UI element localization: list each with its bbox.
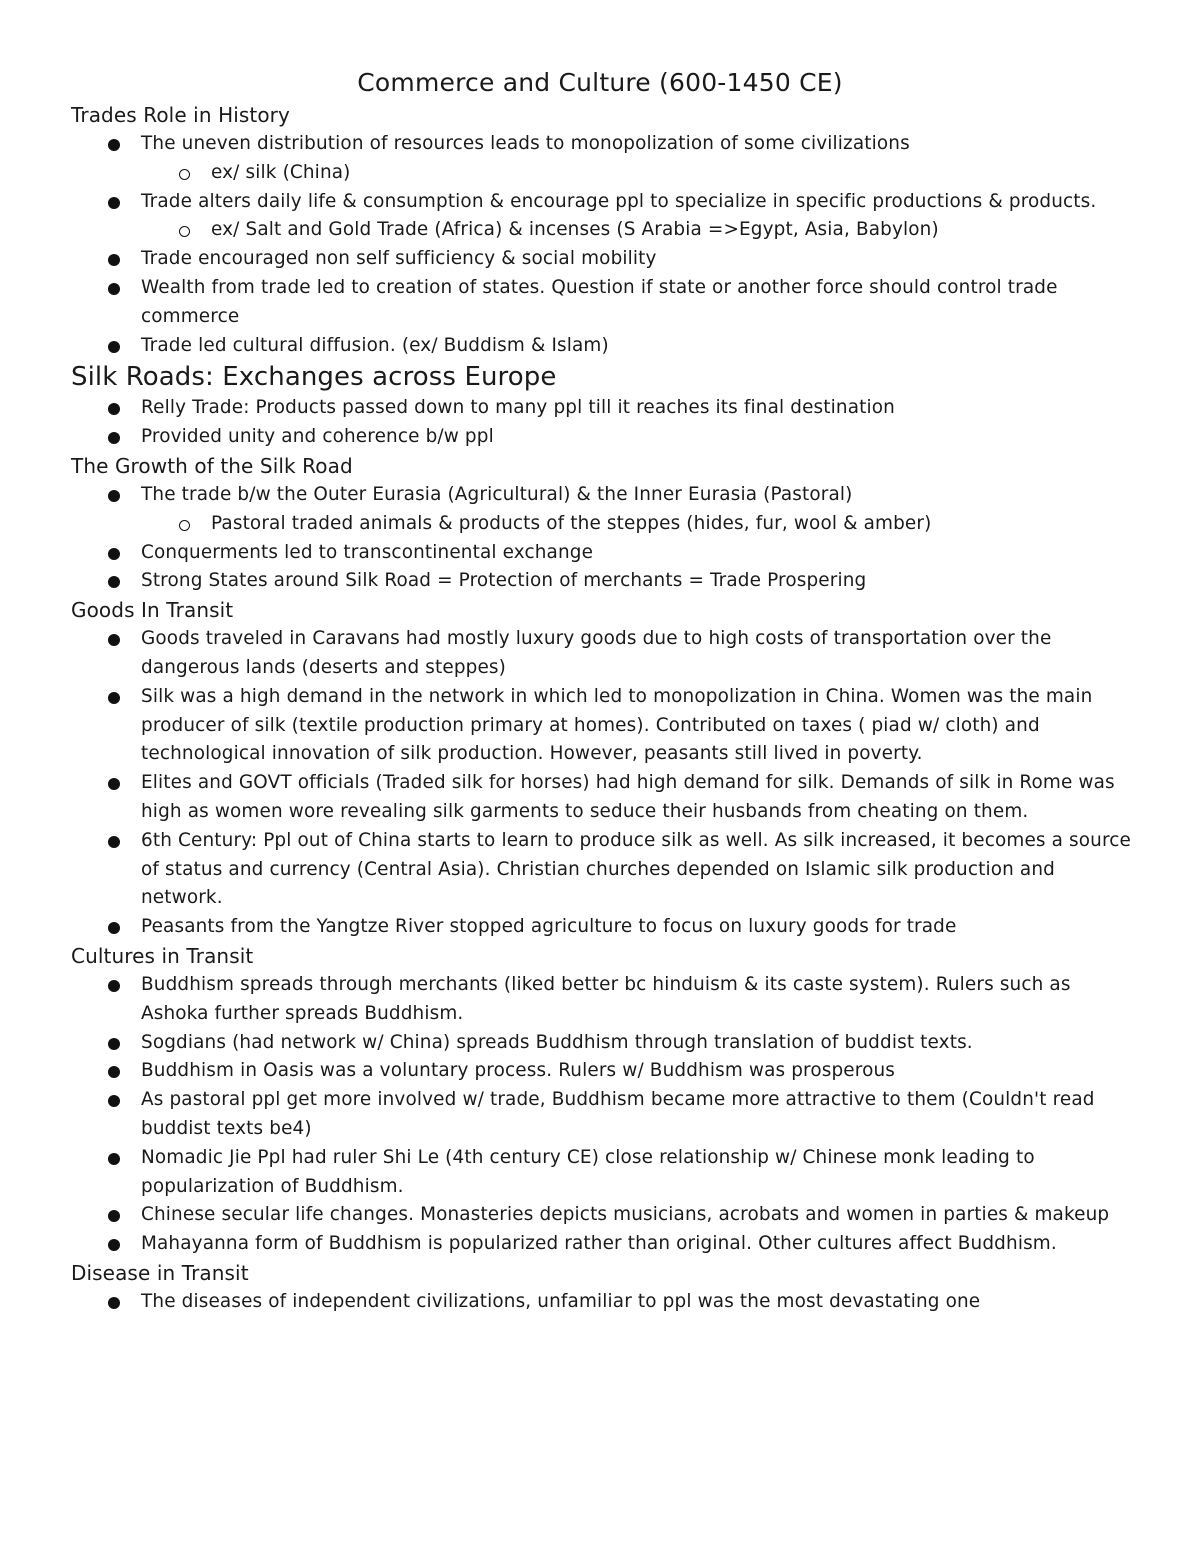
bullet-icon [108, 980, 120, 992]
list-item-text: Goods traveled in Caravans had mostly luxury goods due to high costs of transportation over the dangerous lands (deserts and steppes) [141, 628, 1052, 678]
list-item-text: Mahayanna form of Buddhism is popularized rather than original. Other cultures affect Buddhism. [141, 1233, 1057, 1255]
list-item [0, 1144, 1200, 1202]
list-item-text: Provided unity and coherence b/w ppl [141, 426, 494, 448]
document-title: Commerce and Culture (600-1450 CE) [357, 68, 843, 97]
bullet-icon [108, 634, 120, 646]
list-item [0, 1086, 1200, 1144]
bullet-icon [108, 490, 120, 502]
list-item-text: Chinese secular life changes. Monasteries depicts musicians, acrobats and women in parties & makeup [141, 1204, 1110, 1226]
list-item [0, 827, 1200, 913]
bullet-list [0, 971, 1200, 1259]
list-item-text: The diseases of independent civilizations, unfamiliar to ppl was the most devastating one [141, 1290, 981, 1312]
list-item-text: Trade encouraged non self sufficiency & social mobility [141, 248, 657, 270]
bullet-list [0, 1288, 1200, 1317]
bullet-list [0, 625, 1200, 942]
list-item [0, 394, 1200, 423]
bullet-icon [108, 197, 120, 209]
sub-list-container [0, 510, 1200, 539]
sub-list-item-text: Pastoral traded animals & products of the steppes (hides, fur, wool & amber) [211, 512, 932, 534]
list-item-text: Sogdians (had network w/ China) spreads Buddhism through translation of buddist texts. [141, 1031, 973, 1053]
list-item [0, 481, 1200, 510]
sub-bullet-list [141, 216, 1140, 245]
section-heading: Trades Role in History [71, 103, 290, 127]
list-item [0, 1288, 1200, 1317]
list-item [0, 913, 1200, 942]
list-item [0, 188, 1200, 217]
bullet-icon [108, 432, 120, 444]
bullet-icon [108, 1066, 120, 1078]
list-item [0, 625, 1200, 683]
document-body [0, 101, 1200, 1317]
sub-list-item [141, 510, 1140, 539]
list-item-text: The trade b/w the Outer Eurasia (Agricultural) & the Inner Eurasia (Pastoral) [141, 483, 853, 505]
list-item [0, 332, 1200, 361]
list-item [0, 769, 1200, 827]
section-heading: Cultures in Transit [71, 943, 254, 968]
list-item-text: Silk was a high demand in the network in which led to monopolization in China. Women was the main producer of silk (textile production primary at homes). Contributed on taxes ( piad w/ cloth) and technological innovation of silk production. However, peasants still lived in poverty. [141, 685, 1093, 765]
list-item-text: Buddhism in Oasis was a voluntary process. Rulers w/ Buddhism was prosperous [141, 1060, 896, 1082]
bullet-icon [108, 836, 120, 848]
list-item [0, 1230, 1200, 1259]
section-heading: Disease in Transit [71, 1260, 249, 1285]
bullet-icon [108, 1038, 120, 1050]
list-item [0, 567, 1200, 596]
bullet-icon [108, 283, 120, 295]
list-item-text: As pastoral ppl get more involved w/ trade, Buddhism became more attractive to them (Couldn't read buddist texts be4) [141, 1089, 1095, 1139]
list-item-text: Trade alters daily life & consumption & encourage ppl to specialize in specific productions & products. [141, 190, 1097, 212]
list-item [0, 683, 1200, 769]
bullet-icon [108, 341, 120, 353]
bullet-icon [108, 1297, 120, 1309]
list-item [0, 423, 1200, 452]
bullet-icon [108, 1210, 120, 1222]
list-item-text: Wealth from trade led to creation of states. Question if state or another force should control trade commerce [141, 276, 1058, 327]
list-item-text: Relly Trade: Products passed down to many ppl till it reaches its final destination [141, 397, 895, 419]
list-item-text: Strong States around Silk Road = Protection of merchants = Trade Prospering [141, 570, 867, 592]
bullet-list [0, 130, 1200, 360]
list-item-text: Nomadic Jie Ppl had ruler Shi Le (4th century CE) close relationship w/ Chinese monk leading to popularization of Buddhism. [141, 1146, 1035, 1197]
list-item [0, 1057, 1200, 1086]
list-item [0, 539, 1200, 568]
list-item [0, 274, 1200, 332]
hollow-bullet-icon [179, 226, 190, 237]
list-item-text: Elites and GOVT officials (Traded silk for horses) had high demand for silk. Demands of silk in Rome was high as women wore revealing silk garments to seduce their husbands from cheating on them. [141, 772, 1115, 822]
bullet-list [0, 481, 1200, 596]
list-item-text: The uneven distribution of resources leads to monopolization of some civilizations [141, 133, 910, 154]
bullet-icon [108, 922, 120, 934]
sub-bullet-list [141, 510, 1140, 539]
list-item [0, 130, 1200, 159]
list-item-text: Trade led cultural diffusion. (ex/ Buddism & Islam) [141, 334, 609, 356]
list-item-text: Peasants from the Yangtze River stopped agriculture to focus on luxury goods for trade [141, 916, 957, 938]
list-item [0, 1201, 1200, 1230]
bullet-icon [108, 576, 120, 588]
sub-list-item-text: ex/ silk (China) [211, 161, 351, 183]
bullet-icon [108, 254, 120, 266]
sub-list-item [141, 216, 1140, 245]
list-item-text: Conquerments led to transcontinental exchange [141, 541, 594, 563]
bullet-icon [108, 548, 120, 560]
section-heading: The Growth of the Silk Road [71, 453, 353, 478]
bullet-icon [108, 778, 120, 790]
section-heading: Goods In Transit [71, 598, 234, 623]
sub-list-container [0, 159, 1200, 188]
bullet-icon [108, 403, 120, 415]
list-item-text: 6th Century: Ppl out of China starts to learn to produce silk as well. As silk increased, it becomes a source of status and currency (Central Asia). Christian churches depended on Islamic silk production and network. [141, 829, 1132, 909]
sub-list-item [141, 159, 1140, 188]
section-heading: Silk Roads: Exchanges across Europe [71, 362, 557, 393]
list-item [0, 1029, 1200, 1058]
hollow-bullet-icon [179, 520, 190, 531]
hollow-bullet-icon [179, 169, 190, 180]
list-item [0, 971, 1200, 1029]
bullet-icon [108, 1239, 120, 1251]
sub-list-container [0, 216, 1200, 245]
bullet-icon [108, 692, 120, 704]
bullet-icon [108, 1095, 120, 1107]
list-item [0, 245, 1200, 274]
sub-list-item-text: ex/ Salt and Gold Trade (Africa) & incenses (S Arabia =>Egypt, Asia, Babylon) [211, 219, 939, 241]
bullet-list [0, 394, 1200, 452]
bullet-icon [108, 139, 120, 151]
sub-bullet-list [141, 159, 1140, 188]
bullet-icon [108, 1153, 120, 1165]
list-item-text: Buddhism spreads through merchants (liked better bc hinduism & its caste system). Rulers such as Ashoka further spreads Buddhism. [141, 973, 1071, 1024]
